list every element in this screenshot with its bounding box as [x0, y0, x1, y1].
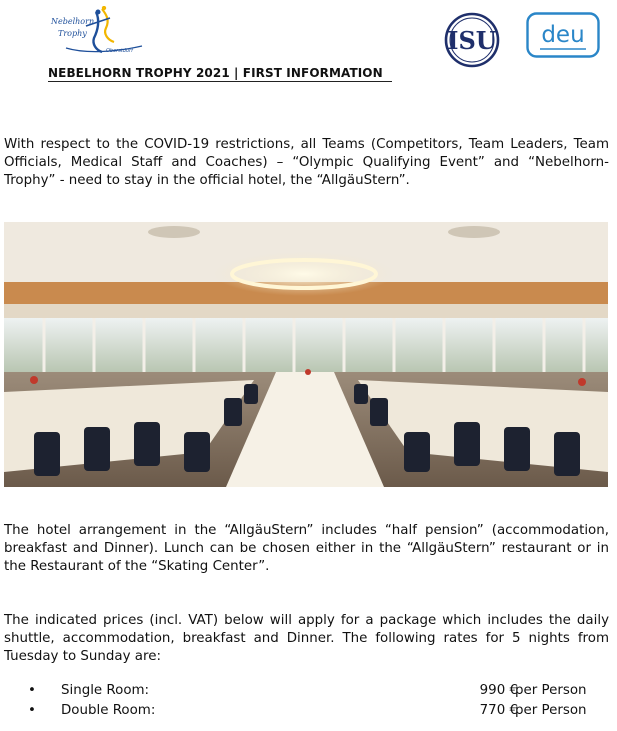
bullet-icon: •: [28, 703, 36, 718]
rate-label: Single Room:: [61, 683, 150, 698]
logo-text-trophy: Trophy: [58, 29, 87, 38]
half-pension-paragraph: The hotel arrangement in the “AllgäuStern” includes “half pension” (accommodation, breakfast and Dinner). Lunch can be chosen either in the “AllgäuStern” restaurant or in the Restaurant of the “Skating Center”.: [4, 523, 609, 574]
deu-logo: [526, 12, 600, 58]
rate-price: 770 €: [479, 703, 518, 718]
bullet-icon: •: [28, 683, 36, 698]
logo-text-oberstdorf: Oberstdorf: [106, 48, 133, 54]
header-underline: [48, 81, 392, 82]
rate-label: Double Room:: [61, 703, 156, 718]
hotel-banquet-hall-photo: [4, 222, 608, 487]
document-header-title: NEBELHORN TROPHY 2021 | FIRST INFORMATION: [48, 66, 383, 80]
covid-intro-paragraph: With respect to the COVID-19 restrictions, all Teams (Competitors, Team Leaders, Team Officials, Medical Staff and Coaches) – “Olympic Qualifying Event” and “Nebelhorn-Trophy” - need to stay in the official hotel, the “AllgäuStern”.: [4, 137, 609, 188]
rate-unit: per Person: [515, 683, 587, 698]
rate-item-double-room: [28, 702, 608, 720]
isu-emblem-icon: [444, 12, 500, 68]
deu-logo-text: deu: [541, 22, 585, 48]
deu-emblem-icon: [526, 12, 600, 58]
logo-text-nebelhorn: Nebelhorn: [51, 17, 95, 26]
isu-logo: [444, 12, 500, 68]
nebelhorn-trophy-logo: [36, 6, 146, 60]
rate-item-single-room: [28, 682, 608, 700]
rate-price: 990 €: [479, 683, 518, 698]
rate-unit: per Person: [515, 703, 587, 718]
isu-logo-text: ISU: [447, 26, 497, 55]
prices-intro-paragraph: The indicated prices (incl. VAT) below will apply for a package which includes the daily shuttle, accommodation, breakfast and Dinner. The following rates for 5 nights from Tuesday to Sunday are:: [4, 613, 609, 664]
